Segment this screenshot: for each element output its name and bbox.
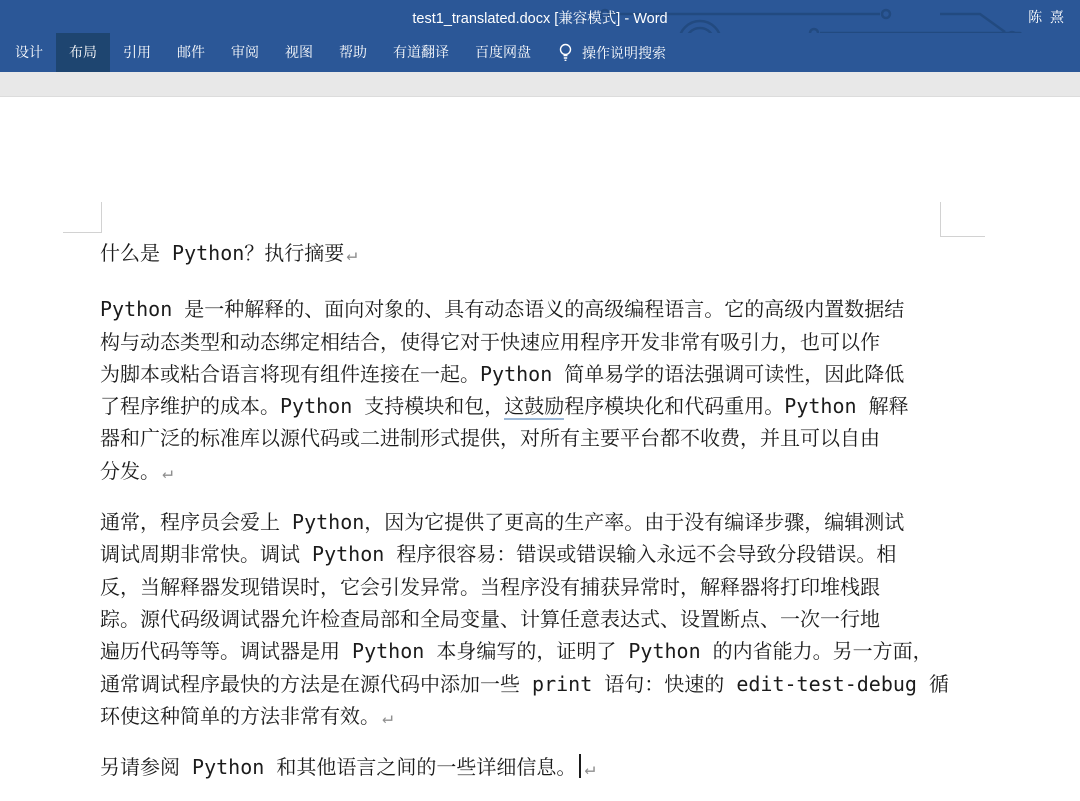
text-segment: 另请参阅 Python 和其他语言之间的一些详细信息。 <box>100 755 577 780</box>
text-line: 通常，程序员会爱上 Python，因为它提供了更高的生产率。由于没有编译步骤，编辑测试 <box>100 510 905 535</box>
tab-youdao-translate[interactable]: 有道翻译 <box>393 44 449 60</box>
text-line: 器和广泛的标准库以源代码或二进制形式提供，对所有主要平台都不收费，并且可以自由 <box>100 426 880 451</box>
grammar-check-underlined-text: 这鼓励 <box>504 394 565 419</box>
paragraph-2 <box>100 506 949 734</box>
document-area <box>0 97 1080 800</box>
text-line: 为脚本或粘合语言将现有组件连接在一起。Python 简单易学的语法强调可读性，因此降低 <box>100 361 905 386</box>
text-segment: 了程序维护的成本。Python 支持模块和包， <box>100 394 505 419</box>
tab-baidu-netdisk[interactable]: 百度网盘 <box>475 44 531 60</box>
text-line: 调试周期非常快。调试 Python 程序很容易：错误或错误输入永远不会导致分段错误。相 <box>100 542 897 567</box>
paragraph-1 <box>100 293 945 489</box>
paragraph-mark: ↵ <box>584 758 596 780</box>
lightbulb-icon <box>558 43 573 62</box>
text-line: 构与动态类型和动态绑定相结合，使得它对于快速应用程序开发非常有吸引力，也可以作 <box>100 329 880 354</box>
window-title: test1_translated.docx [兼容模式] - Word <box>412 11 668 27</box>
paragraph-mark: ↵ <box>382 706 393 728</box>
doc-heading <box>100 237 945 271</box>
text-line <box>100 390 945 422</box>
ribbon-collapsed-area[interactable] <box>0 72 1080 97</box>
text-line: Python 是一种解释的、面向对象的、具有动态语义的高级编程语言。它的高级内置数据结 <box>100 297 905 322</box>
paragraph-mark: ↵ <box>162 461 173 483</box>
text-line <box>100 751 945 785</box>
paragraph-mark: ↵ <box>346 244 358 265</box>
text-boundary-mark-left <box>63 202 102 233</box>
tab-mailings[interactable]: 邮件 <box>177 44 205 60</box>
heading-text: 什么是 Python？执行摘要 <box>100 241 345 265</box>
tab-review[interactable]: 审阅 <box>231 44 259 60</box>
titlebar <box>0 0 1080 33</box>
text-boundary-mark-right <box>940 202 985 237</box>
text-line: 遍历代码等等。调试器是用 Python 本身编写的，证明了 Python 的内省能力。另一方面， <box>100 639 933 664</box>
text-segment: 环使这种简单的方法非常有效。 <box>100 703 380 728</box>
ribbon-tab-bar <box>0 33 1080 72</box>
text-segment: 分发。 <box>100 458 160 483</box>
tell-me-search[interactable] <box>558 33 666 72</box>
text-line: 踪。源代码级调试器允许检查局部和全局变量、计算任意表达式、设置断点、一次一行地 <box>100 606 880 631</box>
tab-design[interactable]: 设计 <box>15 44 43 60</box>
tab-layout[interactable]: 布局 <box>56 33 110 72</box>
text-line <box>100 700 945 734</box>
account-user-name[interactable]: 陈 熹 <box>1028 9 1066 25</box>
text-line: 反，当解释器发现错误时，它会引发异常。当程序没有捕获异常时，解释器将打印堆栈跟 <box>100 574 880 599</box>
document-editing-surface[interactable] <box>100 237 949 801</box>
tab-help[interactable]: 帮助 <box>339 44 367 60</box>
paragraph-3 <box>100 751 945 785</box>
tab-view[interactable]: 视图 <box>285 44 313 60</box>
text-segment: 程序模块化和代码重用。Python 解释 <box>564 394 909 419</box>
text-line: 通常调试程序最快的方法是在源代码中添加一些 print 语句：快速的 edit-test-debug 循 <box>100 671 949 696</box>
tell-me-search-label: 操作说明搜索 <box>582 44 666 61</box>
tab-references[interactable]: 引用 <box>123 44 151 60</box>
text-line <box>100 455 945 489</box>
